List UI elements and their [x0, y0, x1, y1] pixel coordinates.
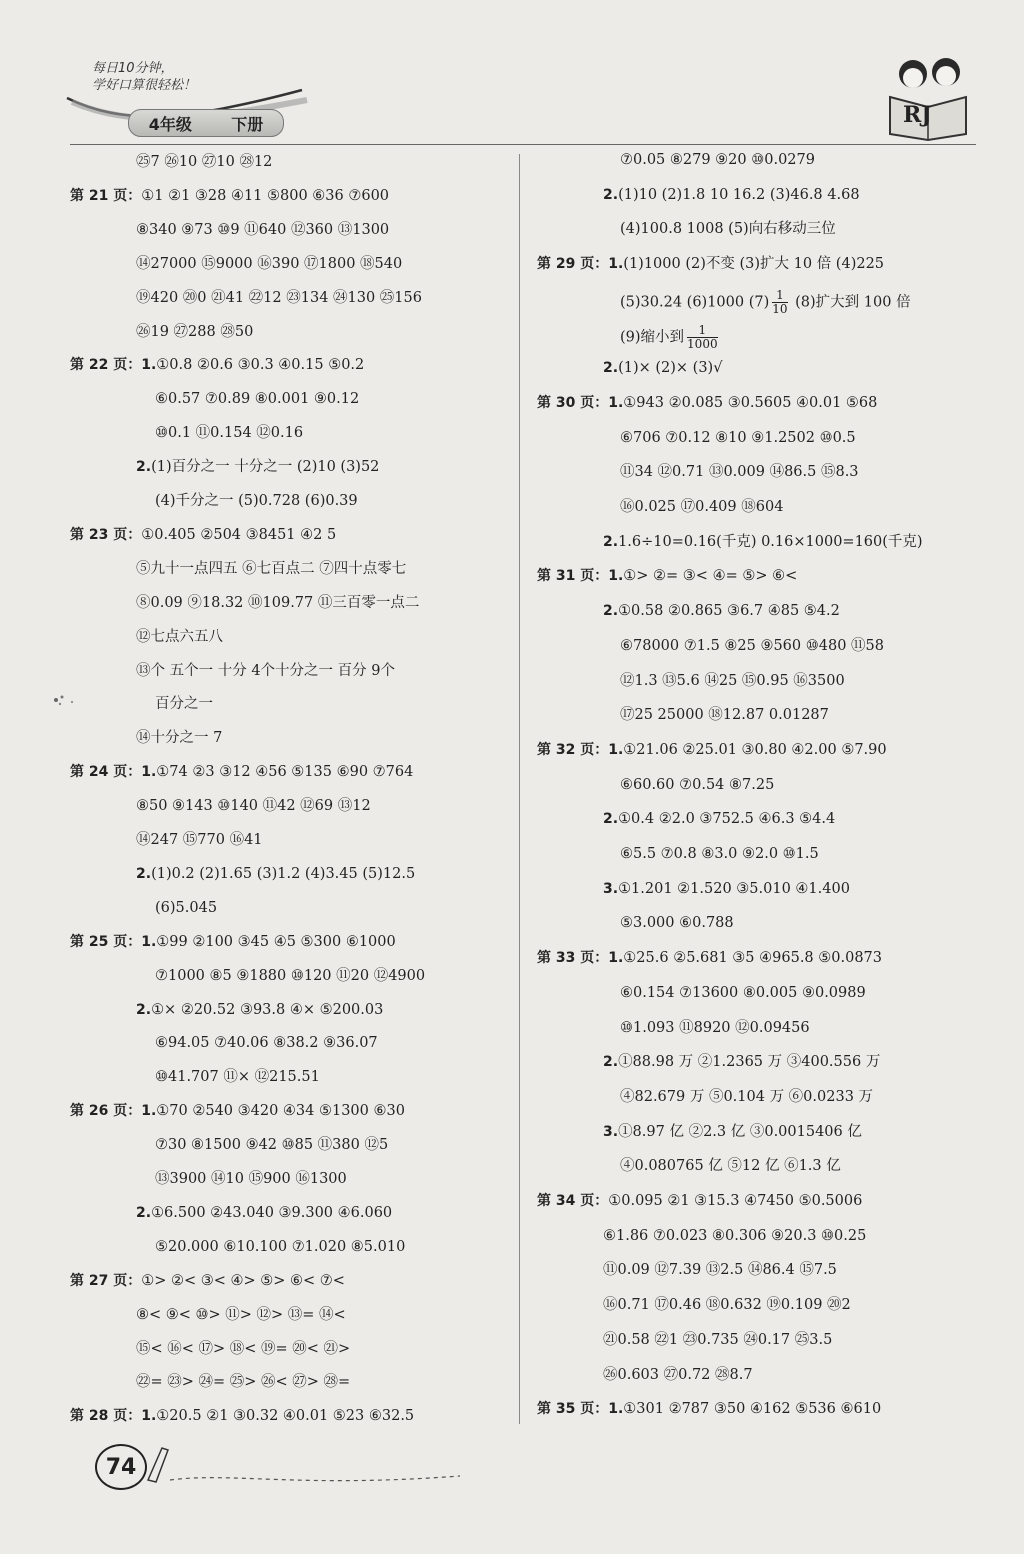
answer-line [136, 1372, 350, 1392]
answer-line [603, 1226, 866, 1246]
answer-text: ㉖0.603 ㉗0.72 ㉘8.7 [603, 1366, 753, 1383]
answer-line [70, 355, 364, 375]
question-label: 第 29 页：1. [537, 256, 624, 273]
answer-text: ⑦0.05 ⑧279 ⑨20 ⑩0.0279 [620, 152, 815, 168]
column-divider [519, 154, 520, 1424]
answer-line [620, 497, 783, 517]
answer-line [603, 1260, 837, 1280]
answer-line [620, 219, 836, 239]
answer-text: (9)缩小到 [620, 329, 685, 345]
answer-line [155, 1169, 347, 1189]
answer-line [70, 525, 336, 545]
answer-text: ⑥60.60 ⑦0.54 ⑧7.25 [620, 776, 775, 793]
answer-text: ⑬3900 ⑭10 ⑮900 ⑯1300 [155, 1171, 347, 1187]
answer-line [155, 389, 359, 409]
answer-line [603, 358, 722, 378]
answer-line [136, 661, 395, 681]
answer-text: (1)1000 (2)不变 (3)扩大 10 倍 (4)225 [623, 256, 885, 273]
question-label: 2. [603, 811, 619, 828]
answer-text: (5)30.24 (6)1000 (7) [620, 294, 770, 311]
answer-text: ⑲420 ⑳0 ㉑41 ㉒12 ㉓134 ㉔130 ㉕156 [136, 289, 422, 306]
answer-line [537, 1191, 862, 1211]
answer-text: ⑫1.3 ⑬5.6 ⑭25 ⑮0.95 ⑯3500 [620, 672, 845, 689]
answer-line [70, 762, 413, 782]
answer-text: ①0.4 ②2.0 ③752.5 ④6.3 ⑤4.4 [618, 811, 836, 828]
answer-text: ⑪0.09 ⑫7.39 ⑬2.5 ⑭86.4 ⑮7.5 [603, 1262, 837, 1279]
answer-text: ⑯0.025 ⑰0.409 ⑱604 [620, 499, 784, 515]
answer-text: ⑩0.1 ⑪0.154 ⑫0.16 [155, 425, 304, 442]
answer-text: (1)百分之一 十分之一 (2)10 (3)52 [151, 459, 380, 476]
question-label: 2. [603, 186, 619, 203]
answer-line [155, 898, 217, 918]
answer-line [155, 694, 213, 714]
volume-label: 下册 [231, 114, 264, 134]
question-label: 第 30 页：1. [537, 394, 624, 411]
question-label: 第 21 页： [70, 187, 142, 204]
answer-text: ①0.58 ②0.865 ③6.7 ④85 ⑤4.2 [618, 603, 840, 620]
answer-line [537, 254, 884, 274]
answer-text: ①8.97 亿 ②2.3 亿 ③0.0015406 亿 [618, 1123, 862, 1140]
answer-line [603, 601, 840, 621]
answer-text: ⑮< ⑯< ⑰> ⑱< ⑲= ⑳< ㉑> [136, 1340, 351, 1357]
answer-line [136, 152, 272, 172]
question-label: 2. [136, 865, 152, 882]
answer-text: ⑥5.5 ⑦0.8 ⑧3.0 ⑨2.0 ⑩1.5 [620, 846, 819, 862]
answer-text: ①88.98 万 ②1.2365 万 ③400.556 万 [618, 1054, 881, 1071]
answer-text: ㉖19 ㉗288 ㉘50 [136, 323, 254, 340]
answer-text: (4)100.8 1008 (5)向右移动三位 [620, 221, 836, 238]
answer-line [620, 636, 884, 656]
answer-line [70, 1101, 405, 1121]
answer-line [620, 844, 819, 864]
answer-line [620, 289, 911, 316]
answer-line [620, 983, 866, 1003]
answer-text: ⑧< ⑨< ⑩> ⑪> ⑫> ⑬= ⑭< [136, 1306, 346, 1323]
answer-text: ④0.080765 亿 ⑤12 亿 ⑥1.3 亿 [620, 1158, 841, 1175]
answer-line [620, 1156, 841, 1176]
answer-line [70, 186, 389, 206]
question-label: 第 31 页：1. [537, 568, 624, 585]
answer-text-after: (8)扩大到 100 倍 [790, 294, 911, 311]
answer-line [620, 428, 856, 448]
fraction [772, 289, 787, 316]
answer-text: ⑭十分之一 7 [136, 730, 223, 747]
answer-text: ①1.201 ②1.520 ③5.010 ④1.400 [618, 880, 850, 897]
answer-line [136, 796, 371, 816]
answer-text: 百分之一 [155, 696, 213, 713]
answer-line [620, 1018, 810, 1038]
answer-line [603, 1122, 862, 1142]
answer-text: ⑥1.86 ⑦0.023 ⑧0.306 ⑨20.3 ⑩0.25 [603, 1227, 867, 1244]
answer-text: ⑧0.09 ⑨18.32 ⑩109.77 ⑪三百零一点二 [136, 594, 420, 611]
smudge-mark [48, 690, 78, 715]
answer-text: ⑭27000 ⑮9000 ⑯390 ⑰1800 ⑱540 [136, 255, 403, 272]
answer-text: (1)0.2 (2)1.65 (3)1.2 (4)3.45 (5)12.5 [151, 865, 416, 882]
answer-text: ①0.8 ②0.6 ③0.3 ④0.15 ⑤0.2 [156, 357, 365, 374]
answer-text: ⑪34 ⑫0.71 ⑬0.009 ⑭86.5 ⑮8.3 [620, 464, 859, 481]
answer-text: ⑯0.71 ⑰0.46 ⑱0.632 ⑲0.109 ⑳2 [603, 1297, 851, 1314]
answer-text: ①0.095 ②1 ③15.3 ④7450 ⑤0.5006 [608, 1193, 863, 1209]
answer-line [620, 1087, 873, 1107]
fraction-denominator: 10 [772, 301, 788, 316]
answer-line [537, 740, 887, 760]
answer-line [70, 1271, 345, 1291]
question-label: 第 26 页：1. [70, 1103, 157, 1120]
answer-line [537, 948, 882, 968]
answer-text: ⑬个 五个一 十分 4个十分之一 百分 9个 [136, 662, 395, 679]
answer-text: ⑥78000 ⑦1.5 ⑧25 ⑨560 ⑩480 ⑪58 [620, 637, 884, 654]
answer-text: ①943 ②0.085 ③0.5605 ④0.01 ⑤68 [623, 394, 878, 411]
answer-line [136, 1305, 346, 1325]
question-label: 3. [603, 880, 619, 897]
answer-text: ④82.679 万 ⑤0.104 万 ⑥0.0233 万 [620, 1088, 874, 1105]
answer-line [70, 932, 396, 952]
answer-line [136, 322, 253, 342]
answer-line [603, 1052, 880, 1072]
answer-line [155, 1033, 378, 1053]
answer-text: ⑭247 ⑮770 ⑯41 [136, 832, 263, 848]
answer-line [136, 728, 222, 748]
fraction-denominator: 1000 [687, 336, 718, 351]
fraction-numerator: 1 [687, 324, 718, 338]
answer-line [603, 185, 860, 205]
answer-text: ①× ②20.52 ③93.8 ④× ⑤200.03 [151, 1001, 384, 1018]
rj-logo: RJ [903, 102, 932, 128]
answer-line [136, 288, 422, 308]
answer-text: ⑧340 ⑨73 ⑩9 ⑪640 ⑫360 ⑬1300 [136, 221, 390, 238]
answer-line [603, 1330, 832, 1350]
answer-text: ⑥0.154 ⑦13600 ⑧0.005 ⑨0.0989 [620, 984, 866, 1001]
answer-line [155, 966, 425, 986]
question-label: 第 35 页：1. [537, 1401, 624, 1418]
answer-text: ⑦30 ⑧1500 ⑨42 ⑩85 ⑪380 ⑫5 [155, 1137, 389, 1154]
answer-line [70, 1406, 414, 1426]
grade-label: 4年级 [148, 114, 192, 134]
slogan-line-2: 学好口算很轻松！ [92, 78, 197, 93]
answer-line [620, 462, 859, 482]
answer-text: 1.6÷10=0.16(千克) 0.16×1000=160(千克) [618, 533, 923, 550]
answer-line [537, 393, 877, 413]
fraction [687, 324, 718, 351]
answer-text: ⑤3.000 ⑥0.788 [620, 915, 734, 932]
question-label: 第 34 页： [537, 1193, 609, 1209]
answer-text: ⑥706 ⑦0.12 ⑧10 ⑨1.2502 ⑩0.5 [620, 429, 856, 446]
answer-line [136, 559, 406, 579]
header-slogan [92, 60, 196, 94]
answer-text: ⑩41.707 ⑪× ⑫215.51 [155, 1069, 320, 1086]
answer-text: ①21.06 ②25.01 ③0.80 ④2.00 ⑤7.90 [623, 741, 887, 758]
answer-text: ⑤20.000 ⑥10.100 ⑦1.020 ⑧5.010 [155, 1238, 406, 1255]
answer-line [603, 532, 923, 552]
question-label: 第 25 页：1. [70, 933, 157, 950]
kids-reading-icon [878, 52, 978, 142]
question-label: 第 23 页： [70, 526, 142, 543]
answer-text: ①> ②= ③< ④= ⑤> ⑥< [623, 568, 798, 585]
question-label: 第 27 页： [70, 1272, 142, 1289]
answer-line [620, 775, 774, 795]
answer-text: ⑫七点六五八 [136, 628, 223, 645]
question-label: 2. [603, 533, 619, 550]
answer-text: ①1 ②1 ③28 ④11 ⑤800 ⑥36 ⑦600 [141, 187, 390, 204]
answer-text: ①0.405 ②504 ③8451 ④2 5 [141, 526, 337, 543]
answer-text: ①20.5 ②1 ③0.32 ④0.01 ⑤23 ⑥32.5 [156, 1408, 415, 1425]
answer-text: ㉕7 ㉖10 ㉗10 ㉘12 [136, 154, 273, 170]
answer-line [136, 220, 389, 240]
answer-line [136, 830, 263, 850]
answer-text: ①6.500 ②43.040 ③9.300 ④6.060 [151, 1204, 393, 1221]
question-label: 2. [603, 360, 619, 377]
answer-text: (4)千分之一 (5)0.728 (6)0.39 [155, 493, 358, 509]
answer-text: ①70 ②540 ③420 ④34 ⑤1300 ⑥30 [156, 1103, 405, 1120]
answer-line [603, 879, 850, 899]
question-label: 第 28 页：1. [70, 1408, 157, 1425]
question-label: 2. [136, 459, 152, 476]
answer-line [620, 324, 721, 351]
question-label: 第 32 页：1. [537, 741, 624, 758]
answer-line [136, 457, 379, 477]
pencil-icon [140, 1440, 470, 1490]
answer-line [136, 1000, 383, 1020]
answer-text: ⑰25 25000 ⑱12.87 0.01287 [620, 707, 829, 724]
slogan-line-1: 每日10分钟， [92, 61, 174, 76]
header-rule [70, 144, 976, 145]
answer-line [136, 254, 402, 274]
question-label: 2. [603, 603, 619, 620]
page-number: 74 [95, 1444, 147, 1490]
answer-line [136, 1339, 350, 1359]
answer-text: ⑧50 ⑨143 ⑩140 ⑪42 ⑫69 ⑬12 [136, 798, 371, 815]
question-label: 3. [603, 1123, 619, 1140]
answer-line [155, 423, 303, 443]
answer-text: (1)× (2)× (3)√ [618, 360, 723, 377]
answer-line [136, 593, 419, 613]
question-label: 2. [136, 1204, 152, 1221]
answer-line [620, 705, 829, 725]
answer-text: ⑤九十一点四五 ⑥七百点二 ⑦四十点零七 [136, 560, 407, 577]
answer-text: ⑥94.05 ⑦40.06 ⑧38.2 ⑨36.07 [155, 1035, 378, 1052]
answer-line [537, 1399, 881, 1419]
answer-text: ①301 ②787 ③50 ④162 ⑤536 ⑥610 [623, 1401, 882, 1418]
answer-line [155, 491, 358, 511]
grade-badge [128, 109, 284, 137]
answer-text: ①> ②< ③< ④> ⑤> ⑥< ⑦< [141, 1272, 345, 1289]
answer-line [136, 1203, 392, 1223]
fraction-numerator: 1 [772, 289, 787, 303]
answer-line [603, 1365, 753, 1385]
answer-text: ①99 ②100 ③45 ④5 ⑤300 ⑥1000 [156, 933, 396, 950]
answer-text: ⑥0.57 ⑦0.89 ⑧0.001 ⑨0.12 [155, 391, 360, 408]
answer-line [155, 1237, 405, 1257]
answer-line [155, 1135, 388, 1155]
answer-line [603, 1295, 851, 1315]
answer-text: ㉑0.58 ㉒1 ㉓0.735 ㉔0.17 ㉕3.5 [603, 1331, 833, 1348]
answer-line [537, 566, 797, 586]
answer-text: ⑦1000 ⑧5 ⑨1880 ⑩120 ⑪20 ⑫4900 [155, 967, 426, 984]
answer-line [620, 671, 845, 691]
answer-line [620, 150, 815, 170]
answer-text: ⑩1.093 ⑪8920 ⑫0.09456 [620, 1019, 810, 1036]
question-label: 第 33 页：1. [537, 950, 624, 967]
answer-text: ①25.6 ②5.681 ③5 ④965.8 ⑤0.0873 [623, 950, 882, 967]
question-label: 第 22 页：1. [70, 357, 157, 374]
answer-line [136, 864, 415, 884]
answer-text: (6)5.045 [155, 899, 218, 916]
answer-line [603, 809, 835, 829]
answer-text: ㉒= ㉓> ㉔= ㉕> ㉖< ㉗> ㉘= [136, 1374, 351, 1391]
answer-line [136, 627, 223, 647]
question-label: 第 24 页：1. [70, 764, 157, 781]
answer-text: (1)10 (2)1.8 10 16.2 (3)46.8 4.68 [618, 186, 860, 203]
answer-text: ①74 ②3 ③12 ④56 ⑤135 ⑥90 ⑦764 [156, 764, 414, 781]
question-label: 2. [603, 1054, 619, 1071]
question-label: 2. [136, 1001, 152, 1018]
answer-line [620, 913, 734, 933]
answer-line [155, 1067, 320, 1087]
